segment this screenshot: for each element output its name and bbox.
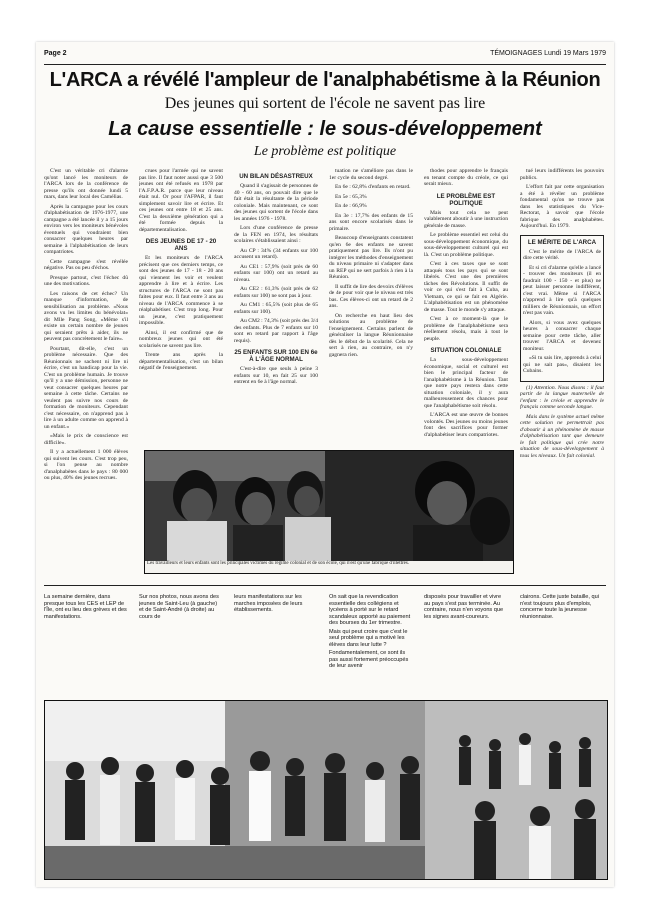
- article-paragraph: Les raisons de cet échec? Un manque d'information, de sensibilisation au problème. «Nous avons vu les limites du bénévolat» dit Mlle Pang Song, «Même s'il existe un certain nombre de jeunes qui seraient prêts à aider, ils ne peuvent pas concrètement le faire».: [44, 290, 128, 342]
- article-paragraph: Presque partout, c'est l'échec dû une des motivations.: [44, 274, 128, 287]
- band-para: Mais qui peut croire que c'est le seul problème qui a motivé les élèves dans leur lutte ?: [329, 628, 408, 648]
- subheading-situation-coloniale: SITUATION COLONIALE: [430, 347, 502, 354]
- sub-headline: La cause essentielle : le sous-développement: [108, 118, 542, 140]
- article-paragraph: Après la campagne pour les cours d'alphabétisation de 1976-1977, une campagne a été lancée il y a 15 jours environ vers les moniteurs bénévoles éventuels qui voudraient bien consacrer quelques heures par semaine à l'alphabétisation de leurs compatriotes.: [44, 203, 128, 255]
- subheading-jeunes: DES JEUNES DE 17 - 20 ANS: [145, 238, 217, 252]
- column-1: [44, 168, 128, 580]
- kicker: Le problème est politique: [253, 144, 397, 159]
- band-para: On sait que la revendication essentielle des collégiens et lycéens à porté sur le retard scandaleux apporté au paiement des bourses du 1er trimestre.: [329, 594, 411, 626]
- band-col-2: Sur nos photos, nous avons des jeunes de Saint-Leu (à gauche) et de Saint-André (à droite) au cours de: [139, 594, 219, 620]
- article-paragraph: Lors d'une conférence de presse de la FEN en 1974, les résultats scolaires s'établissaient ainsi :: [234, 225, 318, 244]
- photo-band-text: [44, 592, 606, 692]
- article-paragraph: Il y a actuellement 1 000 élèves qui suivent les cours. C'est trop peu, si l'on pense au nombre d'analphabètes dans le pays : 80 000 ou plus, 40% des jeunes recrues.: [44, 449, 128, 481]
- article-paragraph: L'effort fait par cette organisation a été à révéler un problème fondamental qu'on ne trouve pas dans les statistiques du Vice-Rectorat, à savoir que l'école fabrique des analphabètes. Aujourd'hui. En 1979.: [520, 184, 604, 229]
- merite-box-paragraph: Alors, si vous avez quelques heures à consacrer chaque semaine pour cette tâche, aller trouver l'ARCA et devenez moniteur.: [523, 319, 601, 352]
- band-col-5: disposés pour travailler et vivre au pays s'est pas terminée. Au contraire, nous n'en voyons que les signes avant-coureurs.: [424, 594, 504, 620]
- photo-caption: Les travailleurs et leurs enfants sont les principales victimes du régime colonial et de son école, qui n'est qu'une fabrique d'illettrés.: [145, 561, 513, 573]
- article-paragraph: thodes pour apprendre le français en tenant compte du créole, ce qui serait mieux.: [424, 168, 508, 187]
- article-paragraph: Le problème essentiel est celui du sous-développement économique, du sous-développement culturel qui est là. C'est un problème politique.: [424, 232, 508, 258]
- band-rule-top: [44, 585, 606, 586]
- subheading-probleme-politique: LE PROBLÈME EST POLITIQUE: [436, 192, 496, 207]
- column-3: [234, 168, 318, 438]
- article-paragraph: Mais tout cela ne peut valablement aboutir à une instruction générale de masse.: [424, 209, 508, 229]
- article-paragraph: On recherche en haut lieu des solutions au problème de l'enseignement. Certains parlent de généraliser la langue Réunionnaise dès le début de la scolarité. Cela ne sert à rien, au contraire, on n'y gagnera rien.: [329, 312, 413, 358]
- merite-box: [520, 235, 604, 382]
- article-paragraph: C'est à ces taxes que se sont attaqués tous les pays qui se sont libérés. C'est une des premières tâches des Révolutions. Il suffit de voir ce qui s'est fait à Cuba, au Vietnam, ce qui se fait en Algérie. L'alphabétisation est un phénomène de masse. Tout le monde s'y attaque.: [424, 261, 508, 313]
- footnote-paragraph: (1) Attention. Nous disons : il faut partir de la langue maternelle de l'enfant : le créole et apprendre le français comme seconde langue.: [520, 384, 604, 410]
- photo-student-march: [44, 700, 608, 880]
- article-paragraph: En 4e : 66,9%: [335, 203, 367, 209]
- subheading-25-enfants: 25 ENFANTS SUR 100 EN 6e À L'ÂGE NORMAL: [234, 349, 318, 363]
- column-2: [139, 168, 223, 438]
- band-col-4: [329, 594, 413, 689]
- article-paragraph: Au CM1 : 65,5% (soit plus de 65 enfants sur 100).: [234, 302, 318, 315]
- subheading-bilan: UN BILAN DÉSASTREUX: [239, 173, 313, 180]
- band-col-3: leurs manifestations sur les marches imposées de leurs établissements.: [234, 594, 303, 613]
- article-paragraph: Cette campagne s'est révélée négative. Pas ou peu d'échos.: [44, 258, 128, 271]
- article-paragraph: Beaucoup d'enseignants constatent qu'en 6e des enfants ne savent pratiquement pas lire. Ils n'ont pu intégrer les méthodes d'enseignement du niveau primaire ni s'adapter dans un REP qui ne sert parfois à rien à la Réunion.: [329, 235, 413, 280]
- column-4: [329, 168, 413, 438]
- photo-student-march-image: [45, 701, 607, 879]
- article-paragraph: La sous-développement économique, social et culturel est bien le principal facteur de l'analphabétisme à la Réunion. Tant que notre pays restera dans cette situation coloniale, il y aura malheureusement des chances pour que l'analphabétisme soit résolu.: [424, 357, 508, 409]
- article-paragraph: L'ARCA est une œuvre de bonnes volontés. Des jeunes ou moins jeunes font des sacrifices pour former d'alphabétiser leurs compatriotes.: [424, 412, 508, 438]
- article-paragraph: tué leurs indifférents les pouvoirs publics.: [520, 168, 604, 181]
- article-paragraph: Au CE1 : 57,9% (soit près de 60 enfants sur 100) ont un retard au niveau.: [234, 263, 318, 283]
- merite-box-paragraph: «Si tu sais lire, apprends à celui qui ne sait pas», disaient les Cubains.: [523, 355, 601, 374]
- photo-young-men: [144, 450, 514, 574]
- article-paragraph: En 5e : 65,3%: [335, 193, 367, 200]
- footnote-paragraph: Mais dans le système actuel même cette solution ne permettrait pas d'aboutir à un phénomène de masse d'alphabétisation tant que demeure le fait politique qui crée notre situation de sous-développement à tous les niveaux. Un fait colonial.: [520, 413, 604, 459]
- article-paragraph: Quand il s'agissait de personnes de 40 - 60 ans, on pouvait dire que le fait était la résultante de la période coloniale. Mais maintenant, ce sont des jeunes qui sortent de l'école dans les années 1976 - 1978.: [234, 183, 318, 222]
- main-headline: L'ARCA a révélé l'ampleur de l'analphabétisme à la Réunion: [49, 69, 601, 91]
- article-paragraph: Au CP : 34% (34 enfants sur 100 accusent un retard).: [234, 247, 318, 260]
- header-rule: [44, 64, 606, 65]
- article-paragraph: En 6e : 62,8% d'enfants en retard.: [335, 184, 411, 190]
- deck-headline: Des jeunes qui sortent de l'école ne savent pas lire: [164, 95, 486, 112]
- article-paragraph: En 3e : 17,7% des enfants de 15 ans sont encore scolarisés dans le primaire.: [329, 212, 413, 232]
- merite-box-title: LE MÉRITE DE L'ARCA: [527, 238, 597, 246]
- article-paragraph: Et les moniteurs de l'ARCA précisent que ces derniers temps, ce sont des jeunes de 17 - 18 - 20 ans qui viennent les voir et veulent apprendre à lire et à écrire. Les structures de l'ARCA ne sont pas faites pour eux. Il faut entre 3 ans au niveau de l'ARCA commence à se réalphabétiser. C'est trop long. Pour un jeune, c'est pratiquement impossible.: [139, 255, 223, 326]
- article-paragraph: C'est un véritable cri d'alarme qu'ont lancé les moniteurs de l'ARCA lors de la conférence de presse qu'ils ont donnée lundi 5 mars, dans leur local des Camélias.: [44, 168, 128, 200]
- article-paragraph: Pourtant, dit-elle, c'est un problème nécessaire. Que des Réunionnais ne sachent ni lire ni écrire, c'est un handicap pour la vie. C'est un problème humain. Je trouve qu'il y a une démission, personne ne veut consacrer quelques heures par semaine à cette tâche. Certains ne veulent pas suivre nos cours de formation de moniteurs. Cependant c'est nécessaire, on n'apprend pas à lire à un adulte comme on apprend à un enfant.»: [44, 345, 128, 430]
- page-header: [44, 50, 606, 62]
- article-paragraph: Trente ans après la départementalisation, c'est un bilan négatif de l'enseignement.: [139, 352, 223, 371]
- page-number: Page 2: [44, 50, 67, 57]
- article-paragraph: Il suffit de lire des devoirs d'élèves de 4e pour voir que le niveau est très bas. Ces élèves-ci ont un retard de 2 ans.: [329, 283, 413, 309]
- band-para: Fondamentalement, ce sont ils pas aussi fortement préoccupés de leur avenir: [329, 650, 409, 669]
- article-paragraph: C'est-à-dire que seuls à peine 3 enfants sur 10, en fait 25 sur 100 entrent en 6e à l'âge normal.: [234, 366, 318, 385]
- band-col-6: clairons. Cette juste bataille, qui n'est toujours plus d'emplois, concerne toute la jeunesse réunionnaise.: [520, 594, 599, 620]
- article-paragraph: C'est à ce moment-là que le problème de l'analphabétisme sera réellement résolu, mais à tout le peuple.: [424, 316, 508, 342]
- article-paragraph: «Mais le prix de conscience est difficile».: [44, 433, 128, 446]
- article-paragraph: Ainsi, il est confirmé que de nombreux jeunes qui ont été scolarisés ne savent pas lire.: [139, 329, 223, 349]
- column-6: [520, 168, 604, 580]
- article-paragraph: crues pour l'armée qui ne savent pas lire. Il faut noter aussi que 3 500 jeunes ont été refusés en 1978 par l'A.F.P.A.R. parce que leur niveau était nul. Or pour l'AFPAR, il faut simplement savoir lire et écrire. Et ces jeunes ont entre 18 et 25 ans. C'est la deuxième génération qui a été formée depuis la départementalisation.: [139, 168, 223, 233]
- merite-box-paragraph: C'est le mérite de l'ARCA de dire cette vérité.: [523, 248, 601, 261]
- photo-young-men-image: [145, 451, 513, 573]
- masthead-date: TÉMOIGNAGES Lundi 19 Mars 1979: [490, 50, 606, 57]
- band-col-1: La semaine dernière, dans presque tous les CES et LEP de l'Île, ont eu lieu des grèves et des manifestations.: [44, 594, 127, 620]
- article-paragraph: Au CE2 : 61,3% (soit près de 62 enfants sur 100) ne sont pas à jour.: [234, 286, 318, 299]
- merite-box-paragraph: Et si cri d'alarme qu'elle a lancé - trouver des moniteurs (il en faudrait 100 - 150 - et plus) ne peut laisser personne indifférent, c'est vrai. Même si l'ARCA n'apprend à lire qu'à quelques milliers de Réunionnais, un effort n'est pas vain.: [523, 264, 601, 316]
- article-paragraph: Au CM2 : 74,3% (soit près des 3/4 des enfants. Plus de 7 enfants sur 10 sont en retard par rapport à l'âge requis).: [234, 318, 318, 344]
- newspaper-page: [36, 42, 614, 887]
- article-paragraph: tuation ne s'améliore pas dans le 1er cycle du second degré.: [329, 168, 413, 181]
